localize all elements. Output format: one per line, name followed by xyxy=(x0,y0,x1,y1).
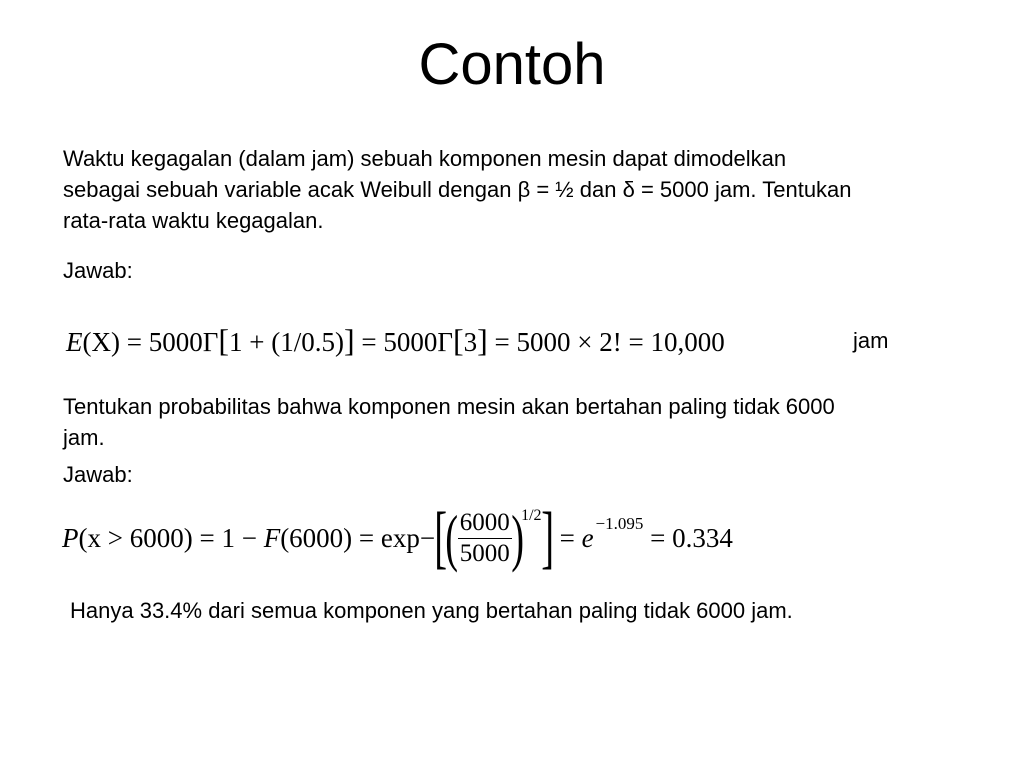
eq2-open-paren: ( xyxy=(445,502,459,573)
eq1-equals-4: = xyxy=(628,327,644,357)
eq2-numerator: 6000 xyxy=(458,508,512,539)
eq1-open-bracket-2: [ xyxy=(452,322,464,358)
question-2-line-2: jam. xyxy=(63,425,105,450)
eq1-open-bracket: [ xyxy=(218,322,229,358)
eq2-fraction xyxy=(458,508,512,569)
eq2-e-power: −1.095 xyxy=(595,514,644,533)
question-1-text xyxy=(63,143,993,236)
eq2-close-paren: ) xyxy=(511,502,524,573)
eq2-equals-3: = xyxy=(559,522,575,553)
probability-formula xyxy=(62,500,733,576)
eq1-inner-2: 3 xyxy=(463,327,478,357)
eq1-gamma-term-2: 5000Γ xyxy=(383,327,453,357)
eq2-power: 1/2 xyxy=(521,507,542,524)
eq1-unit: jam xyxy=(853,328,889,353)
eq1-result: 10,000 xyxy=(650,327,725,357)
eq1-close-bracket: ] xyxy=(343,322,355,358)
eq1-inner: 1 + (1/0.5) xyxy=(228,327,344,357)
eq2-close-bracket: ] xyxy=(540,499,554,576)
eq1-equals: = xyxy=(126,327,142,357)
conclusion-text: Hanya 33.4% dari semua komponen yang bertahan paling tidak 6000 jam. xyxy=(70,598,793,623)
slide-title: Contoh xyxy=(418,32,606,97)
question-2-line-1: Tentukan probabilitas bahwa komponen mesin akan bertahan paling tidak 6000 xyxy=(63,394,835,419)
eq2-e: e xyxy=(581,522,594,553)
eq2-arg: (x > 6000) xyxy=(78,522,193,553)
eq2-result: 0.334 xyxy=(672,522,733,553)
question-2-text xyxy=(63,391,993,453)
eq1-close-bracket-2: ] xyxy=(477,322,488,358)
answer-2-label: Jawab: xyxy=(63,462,133,487)
eq1-lhs-x: (X) xyxy=(82,327,120,357)
answer-1-label: Jawab: xyxy=(63,258,133,283)
eq2-p: P xyxy=(62,522,79,553)
eq2-one-minus: 1 − xyxy=(221,522,257,553)
eq2-equals-2: = xyxy=(358,522,375,553)
question-1-line-1: Waktu kegagalan (dalam jam) sebuah komponen mesin dapat dimodelkan xyxy=(63,146,787,171)
eq2-equals: = xyxy=(199,522,215,553)
eq1-lhs-e: E xyxy=(66,327,83,357)
eq2-denominator: 5000 xyxy=(459,539,510,567)
question-1-line-3: rata-rata waktu kegagalan. xyxy=(63,208,324,233)
eq1-factorial-term: 5000 × 2! xyxy=(516,327,622,357)
eq2-equals-4: = xyxy=(650,522,666,553)
mean-formula xyxy=(66,318,725,362)
eq2-open-bracket: [ xyxy=(434,499,448,576)
eq2-exp: exp− xyxy=(380,522,436,553)
eq2-f: F xyxy=(263,522,281,553)
eq1-gamma-term: 5000Γ xyxy=(148,327,219,357)
eq2-farg: (6000) xyxy=(280,522,353,553)
eq1-equals-2: = xyxy=(361,327,377,357)
eq1-equals-3: = xyxy=(494,327,510,357)
question-1-line-2: sebagai sebuah variable acak Weibull dengan β = ½ dan δ = 5000 jam. Tentukan xyxy=(63,177,852,202)
